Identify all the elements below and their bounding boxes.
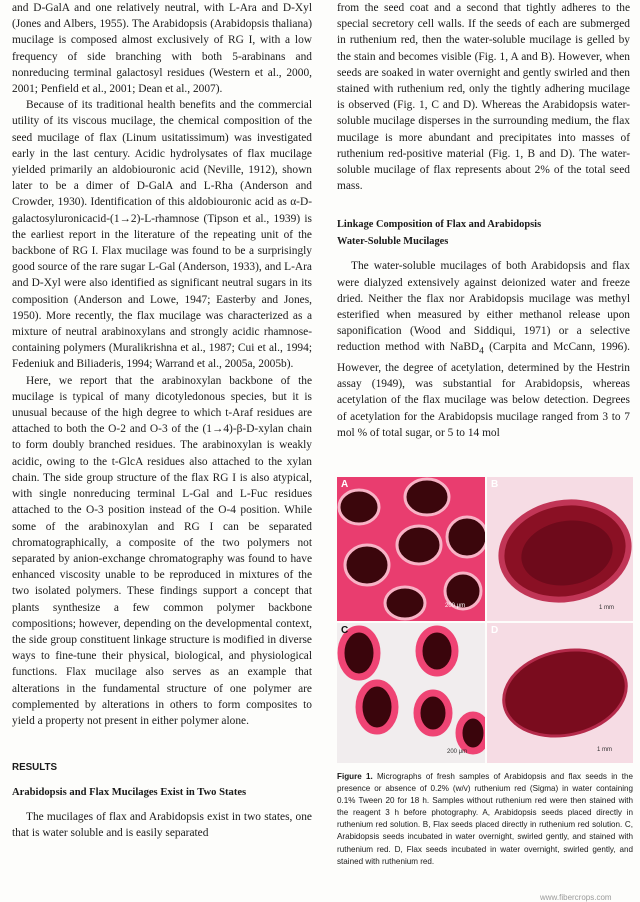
paragraph: and D-GalA and one relatively neutral, with L-Ara and D-Xyl (Jones and Albers, 1955). The Arabidopsis (Arabidopsis thaliana) mucilage is composed almost exclusively of RG I, with a low frequency of side branching with both 5-arabinans and nonreducing terminal galactosyl residues (Western et al., 2000, 2001; Penfield et al., 2001; Dean et al., 2007). <box>12 2 312 96</box>
right-column <box>337 0 630 441</box>
panel-a-micrograph <box>337 477 485 621</box>
figure-caption <box>337 771 633 868</box>
panel-c-micrograph <box>337 623 485 763</box>
paragraph: Because of its traditional health benefits and the commercial utility of its viscous mucilage, the chemical composition of the seed mucilage of flax (Linum usitatissimum) was investigated early in the last century. Acidic hydrolysates of flax mucilage yielded primarily an aldobiouronic acid (Neville, 1912), shown later to be a dimer of D-GalA and L-Rha (Anderson and Crowder, 1930). Identification of this aldobiouronic acid as α-D-galactosyluronicacid-(1→2)-L-rhamnose (Tipson et al., 1939) is the earliest report in the literature of the repeating unit of the backbone of RG I. Flax mucilage was found to be a surprisingly good source of the rare sugar L-Gal (Anderson, 1933), and L-Ara and D-Xyl were also identified as significant neutral sugars in its composition (Anderson and Lowe, 1947; Easterby and Jones, 1950). More recently, the flax mucilage was characterized as a mixture of neutral arabinoxylans and strongly acidic rhamnose-containing polymers (Muralikrishna et al., 1987; Cui et al., 1994; Fedeniuk and Biliaderis, 1994; Warrand et al., 2005a, 2005b). <box>12 99 312 371</box>
figure-1 <box>337 477 633 763</box>
subsection-heading <box>337 216 630 250</box>
paragraph: The mucilages of flax and Arabidopsis exist in two states, one that is water soluble and is easily separated <box>12 811 312 840</box>
heading-line: Water-Soluble Mucilages <box>337 236 449 248</box>
left-column <box>12 0 312 842</box>
caption-text: Micrographs of fresh samples of Arabidopsis and flax seeds in the presence or absence of 0.2% (w/v) ruthenium red (Sigma) in water containing 0.1% Tween 20 for 18 h. Samples without ruthenium red were then stained with the reagent 3 h before photography. A, Arabidopsis seeds placed directly in ruthenium red solution. B, Flax seeds placed directly in ruthenium red solution. C, Arabidopsis seeds incubated in water overnight, swirled gently, and stained with ruthenium red. D, Flax seeds incubated in water overnight, swirled gently, and stained with ruthenium red. <box>337 772 634 866</box>
scale-bar-label: 1 mm <box>599 605 614 611</box>
panel-d-micrograph <box>487 623 633 763</box>
watermark: www.fibercrops.com <box>540 893 612 902</box>
figure-panel-b <box>487 477 633 621</box>
figure-panel-a <box>337 477 485 621</box>
paragraph: The water-soluble mucilages of both Arabidopsis and flax were dialyzed extensively against deionized water and freeze dried. Neither the flax nor Arabidopsis mucilage was methyl esterified when measured by either methanol release upon saponification (Wood and Siddiqui, 1971) or a selective reduction method with NaBD$_4$ (Carpita and McCann, 1996). However, the degree of acetylation, determined by the Hestrin assay (1949), was substantial for Arabidopsis, whereas acetylation of the flax mucilage was below detection. Degrees of acetylation for the Arabidopsis mucilage ranged from 3 to 7 mol % of total sugar, or 5 to 14 mol <box>337 260 630 439</box>
figure-panel-c <box>337 623 485 763</box>
panel-b-micrograph <box>487 477 633 621</box>
paragraph: Here, we report that the arabinoxylan backbone of the mucilage is typical of many dicotyledonous species, but it is unusual because of the high degree to which t-Araf residues are attached to both the O-2 and O-3 of the (1→4)-β-D-xylan chain to form doubly branched residues. The arabinoxylan is weakly acidic, owing to the t-GlcA residues also attached to the xylan chain. The side group structure of the flax RG I is also atypical, with single nonreducing terminal L-Gal and L-Fuc residues attached to the O-3 position instead of the O-4 position. While some of the arabinoxylan and RG I can be separated chromatographically, a composite of the two polymers not separated by anion-exchange chromatography was found to have enhanced viscosity unable to be reproduced in mixtures of the two isolated polymers. These findings support a concept that plants synthesize a few common polymer backbone compositions; however, depending on the developmental context, the side group constituent linkage structure is modified in diverse ways to fine-tune their physical, biological, and physiological functions. Flax mucilage also serves as an example that alterations in the fundamental structure of one polymer are complemented by alterations in others to form composites to yield a property not present in either polymer alone. <box>12 374 312 727</box>
caption-title: Figure 1. <box>337 772 373 781</box>
panel-label: A <box>341 479 349 490</box>
section-heading-results: RESULTS <box>12 762 57 774</box>
scale-bar-label: 1 mm <box>597 747 612 753</box>
panel-label: D <box>491 625 499 636</box>
heading-line: Linkage Composition of Flax and Arabidopsis <box>337 219 542 231</box>
panel-label: B <box>491 479 499 490</box>
scale-bar-label: 200 μm <box>447 749 468 755</box>
panel-label: C <box>341 625 349 636</box>
scale-bar-label: 200 μm <box>445 603 466 609</box>
paragraph: from the seed coat and a second that tightly adheres to the special secretory cell walls. If the seeds of each are submerged in ruthenium red, then the water-soluble mucilage is gelled by the stain and becomes visible (Fig. 1, A and B). However, when seeds are soaked in water overnight and gently swirled and then stained with ruthenium red, only the tightly adhering mucilage is observed (Fig. 1, C and D). Whereas the Arabidopsis water-soluble mucilage disperses in the surrounding medium, the flax mucilage is more abundant and precipitates into masses of ruthenium red-positive material (Fig. 1, B and D). The water-soluble mucilage of flax represents about 2% of the total seed mass. <box>337 2 630 193</box>
subsection-heading: Arabidopsis and Flax Mucilages Exist in Two States <box>12 787 247 799</box>
figure-panel-d <box>487 623 633 763</box>
